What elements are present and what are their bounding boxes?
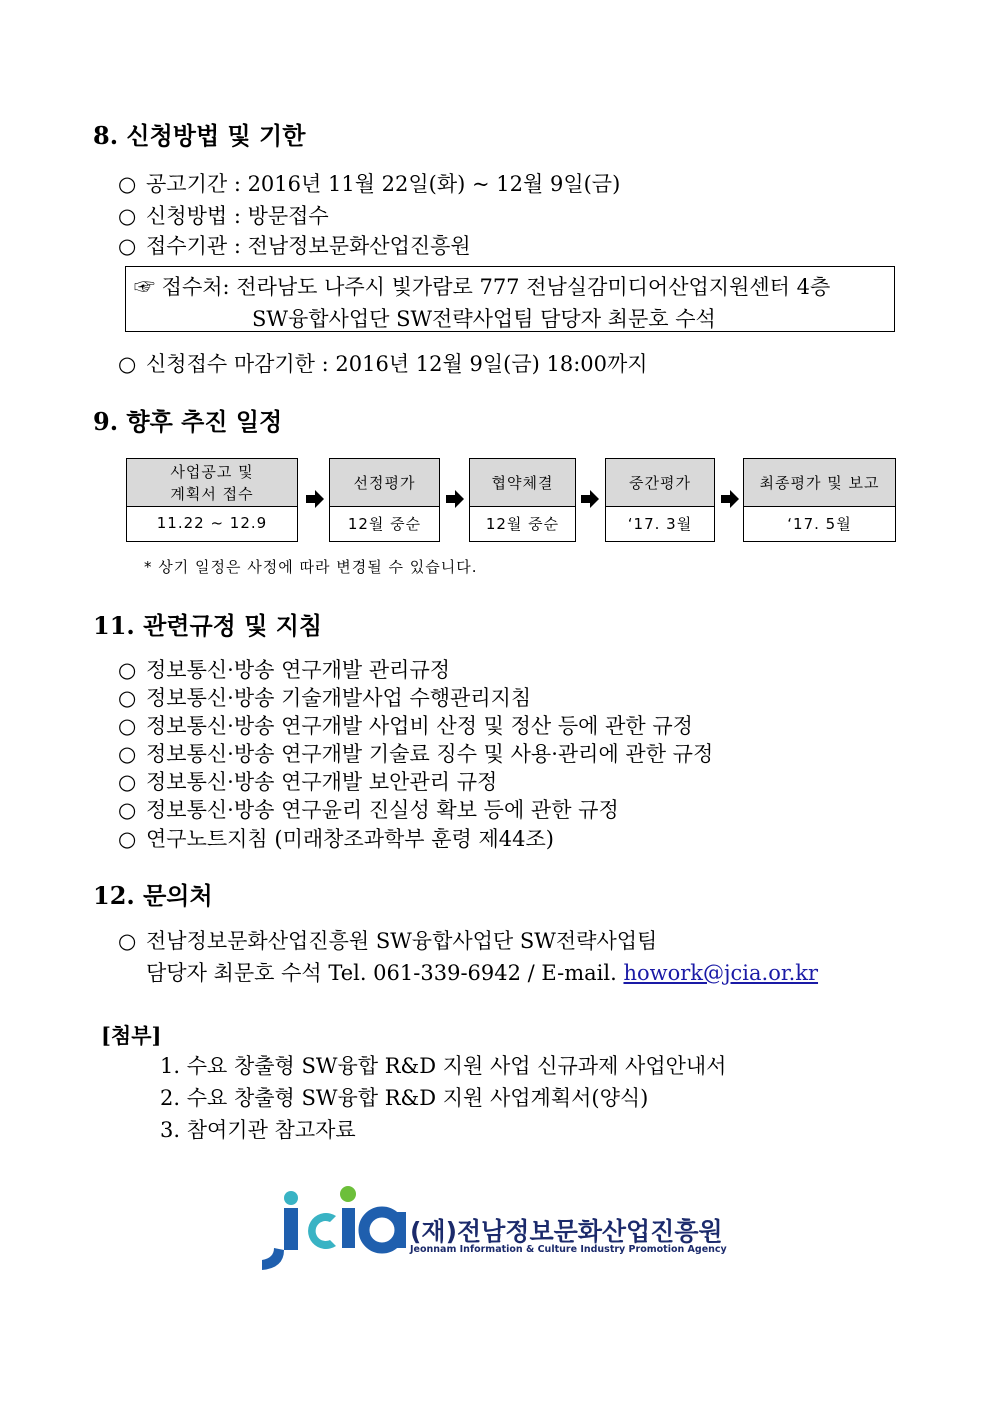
- section-9-title: 9. 향후 추진 일정: [93, 407, 283, 436]
- step-label: 중간평가: [606, 459, 714, 507]
- logo-english-name: Jeonnam Information & Culture Industry Promotion Agency: [410, 1244, 727, 1255]
- arrow-right-icon: [444, 488, 466, 510]
- jcia-logo: [258, 1180, 738, 1276]
- schedule-step: [329, 458, 440, 542]
- list-item: ○ 정보통신·방송 연구개발 관리규정: [118, 658, 451, 682]
- step-date: 12월 중순: [347, 514, 422, 533]
- arrow-right-icon: [719, 488, 741, 510]
- attachment-item: 2. 수요 창출형 SW융합 R&D 지원 사업계획서(양식): [160, 1086, 649, 1110]
- section-11-title: 11. 관련규정 및 지침: [93, 611, 323, 640]
- contact-line-1: ○ 전남정보문화산업진흥원 SW융합사업단 SW전략사업팀: [118, 929, 658, 953]
- list-item: ○ 정보통신·방송 연구개발 보안관리 규정: [118, 770, 498, 794]
- reception-note-line-1: ☞ 접수처: 전라남도 나주시 빛가람로 777 전남실감미디어산업지원센터 4층: [134, 275, 831, 299]
- list-item: ○ 접수기관 : 전남정보문화산업진흥원: [118, 234, 471, 258]
- step-date: 11.22 ~ 12.9: [156, 514, 268, 532]
- schedule-step: [605, 458, 715, 542]
- step-label: 최종평가 및 보고: [744, 459, 895, 507]
- deadline-item: ○ 신청접수 마감기한 : 2016년 12월 9일(금) 18:00까지: [118, 352, 648, 376]
- bullet-icon: ○: [118, 798, 137, 822]
- bullet-icon: ○: [118, 204, 137, 228]
- section-8-title: 8. 신청방법 및 기한: [93, 121, 306, 150]
- bullet-icon: ○: [118, 234, 137, 258]
- list-item: ○ 정보통신·방송 연구개발 사업비 산정 및 정산 등에 관한 규정: [118, 714, 693, 738]
- step-label: 사업공고 및 계획서 접수: [127, 459, 297, 507]
- logo-korean-name: (재)전남정보문화산업진흥원: [410, 1217, 723, 1246]
- step-label: 선정평가: [330, 459, 439, 507]
- email-link[interactable]: howork@jcia.or.kr: [623, 961, 819, 985]
- list-item: ○ 연구노트지침 (미래창조과학부 훈령 제44조): [118, 827, 554, 851]
- bullet-icon: ○: [118, 686, 137, 710]
- attachment-item: 3. 참여기관 참고자료: [160, 1118, 356, 1142]
- schedule-step: [126, 458, 298, 542]
- reception-note-box: [125, 266, 895, 332]
- schedule-footnote: * 상기 일정은 사정에 따라 변경될 수 있습니다.: [144, 558, 478, 576]
- bullet-icon: ○: [118, 714, 137, 738]
- bullet-icon: ○: [118, 172, 137, 196]
- attachment-item: 1. 수요 창출형 SW융합 R&D 지원 사업 신규과제 사업안내서: [160, 1054, 727, 1078]
- bullet-icon: ○: [118, 658, 137, 682]
- bullet-icon: ○: [118, 770, 137, 794]
- step-label: 협약체결: [470, 459, 575, 507]
- step-date: ‘17. 5월: [787, 514, 852, 533]
- arrow-right-icon: [579, 488, 601, 510]
- step-date: ‘17. 3월: [627, 514, 693, 533]
- bullet-icon: ○: [118, 352, 137, 376]
- contact-line-2: 담당자 최문호 수석 Tel. 061-339-6942 / E-mail. howork@jcia.or.kr: [146, 961, 819, 985]
- arrow-right-icon: [304, 488, 326, 510]
- list-item: ○ 정보통신·방송 기술개발사업 수행관리지침: [118, 686, 532, 710]
- schedule-step: [743, 458, 896, 542]
- attachment-title: [첨부]: [101, 1023, 162, 1048]
- list-item: ○ 공고기간 : 2016년 11월 22일(화) ~ 12월 9일(금): [118, 172, 621, 196]
- list-item: ○ 신청방법 : 방문접수: [118, 204, 329, 228]
- bullet-icon: ○: [118, 827, 137, 851]
- reception-note-line-2: SW융합사업단 SW전략사업팀 담당자 최문호 수석: [252, 307, 716, 331]
- bullet-icon: ○: [118, 742, 137, 766]
- bullet-icon: ○: [118, 929, 137, 953]
- schedule-step: [469, 458, 576, 542]
- list-item: ○ 정보통신·방송 연구개발 기술료 징수 및 사용·관리에 관한 규정: [118, 742, 714, 766]
- section-12-title: 12. 문의처: [93, 881, 213, 910]
- list-item: ○ 정보통신·방송 연구윤리 진실성 확보 등에 관한 규정: [118, 798, 619, 822]
- step-date: 12월 중순: [485, 514, 560, 533]
